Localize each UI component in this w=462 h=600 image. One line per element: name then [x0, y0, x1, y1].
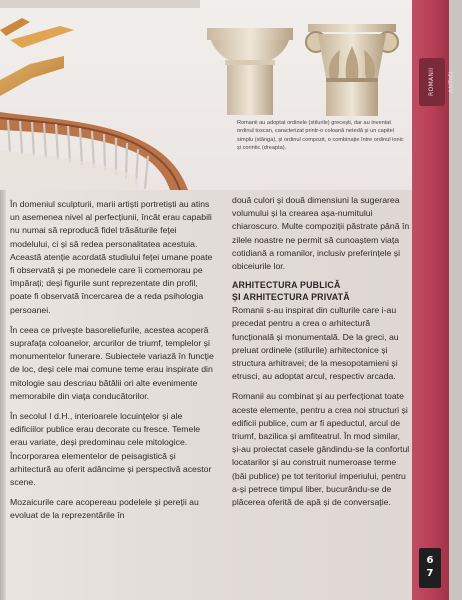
paragraph-basreliefs: În ceea ce privește basoreliefurile, acestea acoperă suprafața coloanelor, arcurilor de triumf, templelor și monumentelor funerare. Subiectele variază în funcție de loc, deși cele mai comune teme erau inspirate din mitologie sau descriau bătălii ori alte evenimente memorabile din viața conducătorilor. — [10, 324, 214, 401]
section-heading-line1: ARHITECTURA PUBLICĂ — [232, 280, 341, 291]
right-text-column — [232, 194, 410, 516]
side-tab-label: ROMANII ANTICI — [428, 67, 455, 97]
paragraph-sculpture: În domeniul sculpturii, marii artiști portretiști au atins un asemenea nivel al perfecțiunii, încât erau capabili nu numai să reproducă fidel trăsăturile feței modelului, ci și să redea personalitatea acestuia. Această atenție acordată studiului feței umane poate fi observată și pe monedele care îi comemorau pe împărați; deși figurile sunt reprezentate din profil, poate fi observată încercarea de a reda psihologia persoanei. — [10, 199, 213, 315]
paragraph-mosaics: Mozaicurile care acopereau podelele și pereții au evoluat de la reprezentările în — [10, 497, 199, 521]
paragraph-architecture-origins: Romanii s-au inspirat din culturile care i-au precedat pentru a crea o arhitectură funcțională și monumentală. De la greci, au preluat ordinele (stilurile) arhitectonice și structura arhitravei; de la mesopotamieni și etrusci, au adoptat arcul, respectiv arcada. — [232, 305, 399, 382]
illustration-caption: Romanii au adoptat ordinele (stilurile) grecești, dar au inventat ordinul toscan, caracterizat printr-o coloană netedă și un capitel simplu (stânga), și ordinul compozit, o combinație între ordinul ionic și corintic (dreapta). — [237, 120, 404, 151]
tuscan-capital-illustration — [205, 22, 295, 117]
section-heading-line2: ȘI ARHITECTURA PRIVATĂ — [232, 292, 350, 303]
page-number-line2: 7 — [426, 568, 434, 579]
paragraph-mosaics-continued: două culori și două dimensiuni la sugerarea volumului și la crearea așa-numitului chiaroscuro. Multe compoziții păstrate până în zilele noastre ne permit să cunoaștem viața cotidiană a romanilor, inclusiv preferințele și obiceiurile lor. — [232, 195, 410, 272]
paragraph-architecture-innovations: Romanii au combinat și au perfecționat toate aceste elemente, pentru a crea noi structuri și edificii publice, cum ar fi apeductul, arcul de triumf, bazilica și amfiteatrul. În mod similar, și-au proiectat casele gândindu-se la confortul locatarilor și au construit numeroase terme (băi publice) pe tot teritoriul imperiului, pentru a-și petrece timpul liber, bucurându-se de plăcerea oferită de apă și de conversație. — [232, 391, 410, 508]
spiral-staircase-illustration — [0, 0, 200, 190]
page-gutter-shadow — [0, 190, 6, 600]
composite-capital-illustration — [304, 18, 400, 118]
left-text-column — [10, 198, 218, 530]
page-number — [419, 548, 441, 588]
paragraph-frescoes: În secolul I d.H., interioarele locuințelor și ale edificiilor publice erau decorate cu fresce. Temele erau variate, deși predominau cele mitologice. Încorporarea elementelor de peisagistică și arhitectură au oferit adâncime și perspectivă acestor scene. — [10, 411, 212, 488]
page-number-line1: 6 — [426, 555, 434, 566]
